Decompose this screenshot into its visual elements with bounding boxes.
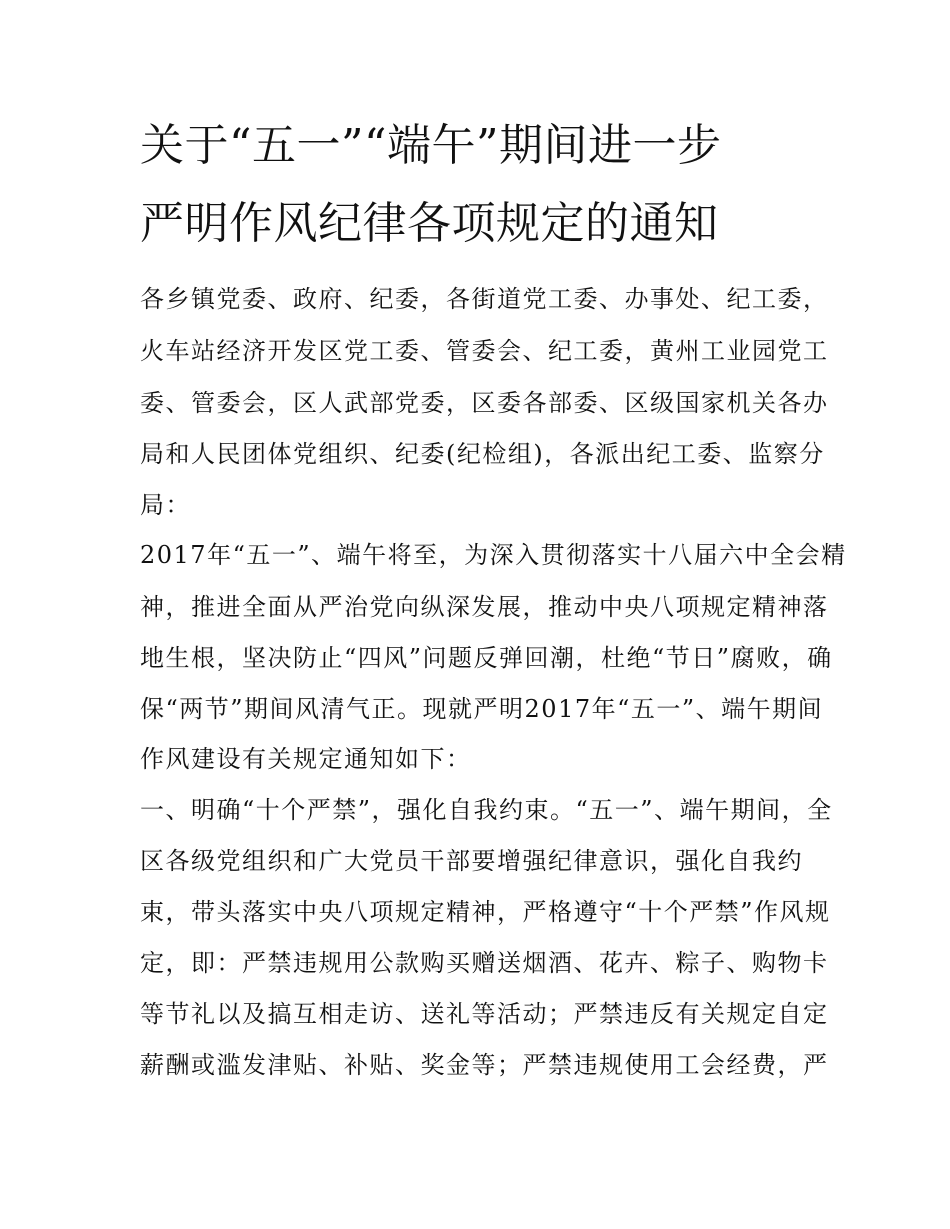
body-line: 神，推进全面从严治党向纵深发展，推动中央八项规定精神落 [140, 593, 829, 621]
body-line: 2017年“五一”、端午将至，为深入贯彻落实十八届六中全会精 [140, 541, 847, 569]
body-line: 各乡镇党委、政府、纪委，各街道党工委、办事处、纪工委， [140, 285, 829, 313]
body-line: 局和人民团体党组织、纪委(纪检组)，各派出纪工委、监察分 [140, 440, 825, 468]
body-line: 局： [140, 491, 191, 519]
body-line: 束，带头落实中央八项规定精神，严格遵守“十个严禁”作风规 [140, 898, 831, 926]
body-line: 委、管委会，区人武部党委，区委各部委、区级国家机关各办 [140, 389, 829, 417]
body-line: 作风建设有关规定通知如下： [140, 745, 472, 773]
body-line: 薪酬或滥发津贴、补贴、奖金等；严禁违规使用工会经费，严 [140, 1051, 829, 1079]
body-line: 一、明确“十个严禁”，强化自我约束。“五一”、端午期间，全 [140, 796, 833, 824]
body-line: 定，即：严禁违规用公款购买赠送烟酒、花卉、粽子、购物卡 [140, 949, 829, 977]
title-line-2: 严明作风纪律各项规定的通知 [140, 198, 719, 249]
body-line: 等节礼以及搞互相走访、送礼等活动；严禁违反有关规定自定 [140, 1000, 829, 1028]
body-line: 火车站经济开发区党工委、管委会、纪工委，黄州工业园党工 [140, 337, 829, 365]
body-line: 地生根，坚决防止“四风”问题反弹回潮，杜绝“节日”腐败，确 [140, 644, 833, 672]
title-line-1: 关于“五一”“端午”期间进一步 [140, 120, 722, 171]
body-line: 保“两节”期间风清气正。现就严明2017年“五一”、端午期间 [140, 695, 824, 723]
body-line: 区各级党组织和广大党员干部要增强纪律意识，强化自我约 [140, 847, 803, 875]
